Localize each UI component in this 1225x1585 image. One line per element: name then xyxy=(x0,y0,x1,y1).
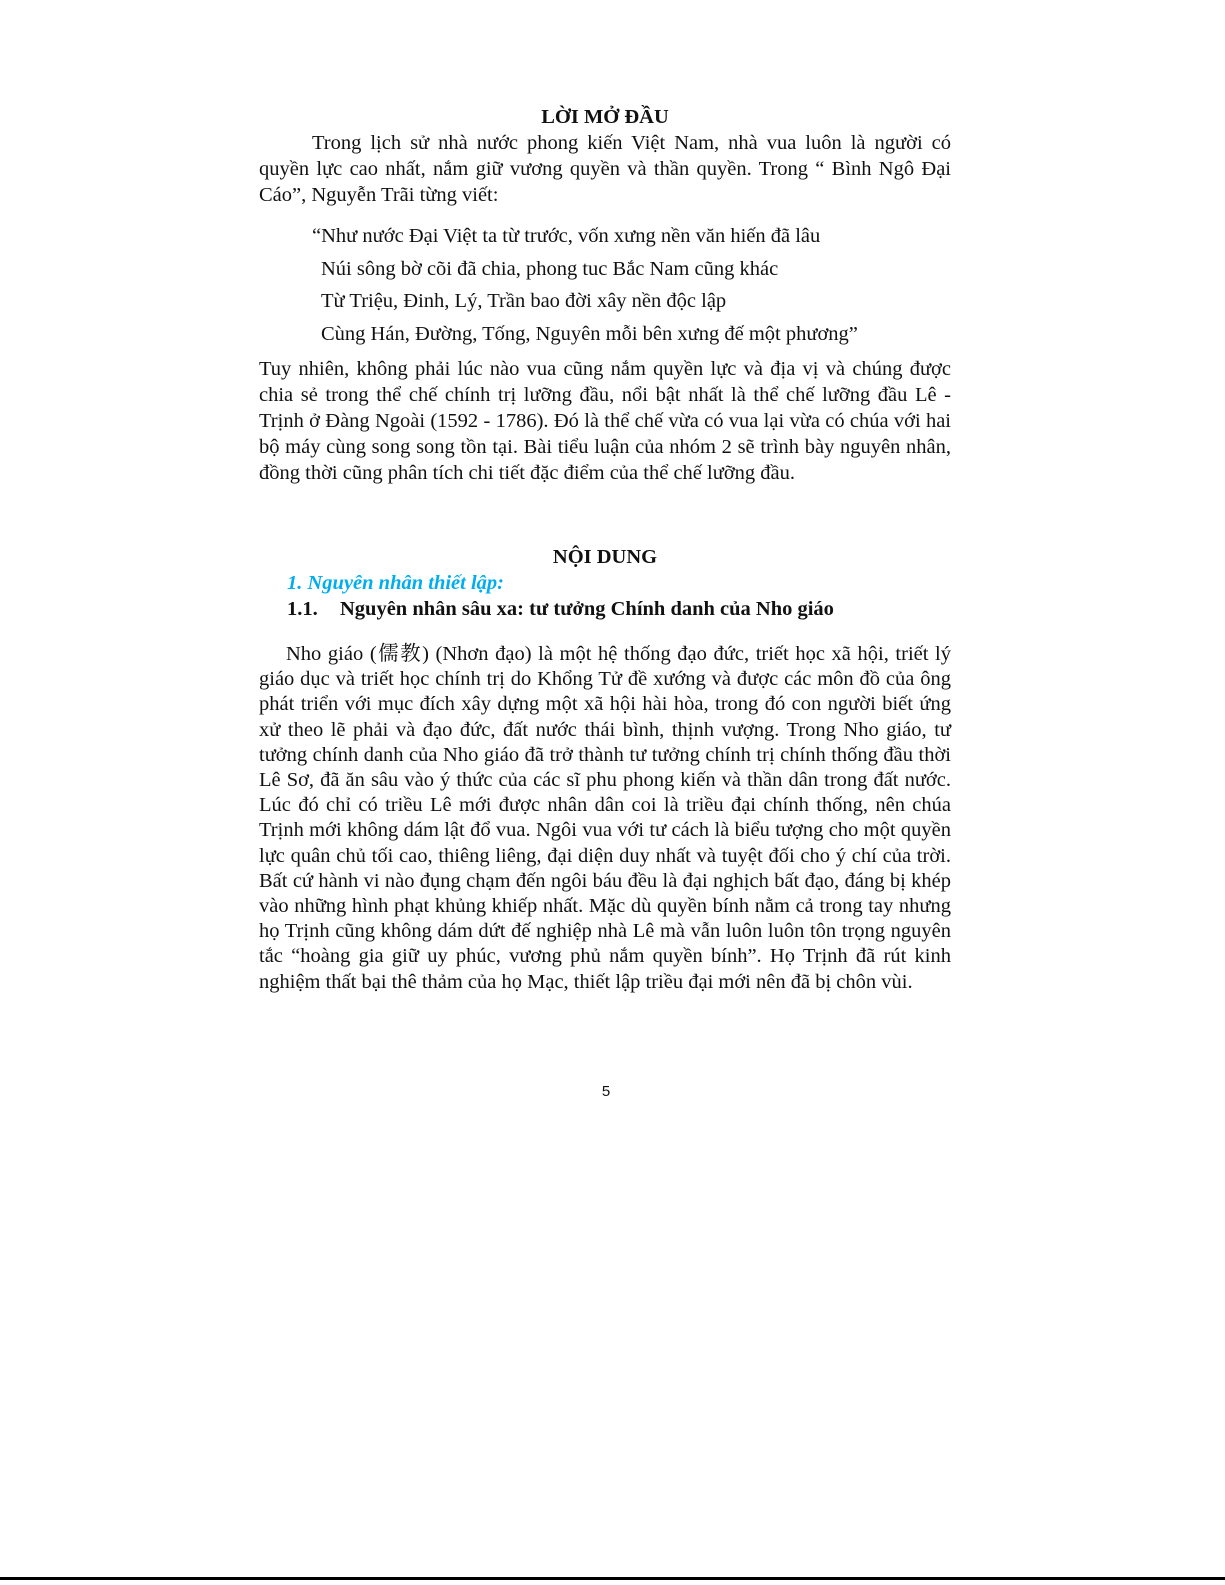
page-number: 5 xyxy=(601,1083,611,1100)
poem-quote xyxy=(259,220,951,350)
intro-paragraph-2: Tuy nhiên, không phải lúc nào vua cũng nắm quyền lực và địa vị và chúng được chia sẻ trong thể chế chính trị lưỡng đầu, nổi bật nhất là thể chế lưỡng đầu Lê - Trịnh ở Đàng Ngoài (1592 - 1786). Đó là thể chế vừa có vua lại vừa có chúa với hai bộ máy cùng song song tồn tại. Bài tiểu luận của nhóm 2 sẽ trình bày nguyên nhân, đồng thời cũng phân tích chi tiết đặc điểm của thể chế lưỡng đầu. xyxy=(259,358,951,484)
intro-title: LỜI MỞ ĐẦU xyxy=(541,106,669,128)
section-1-1-heading xyxy=(259,596,951,622)
section-1-1-title: Nguyên nhân sâu xa: tư tưởng Chính danh của Nho giáo xyxy=(340,598,834,620)
poem-line-4: Cùng Hán, Đường, Tống, Nguyên mỗi bên xưng đế một phương” xyxy=(321,322,858,345)
intro-paragraph-1: Trong lịch sử nhà nước phong kiến Việt Nam, nhà vua luôn là người có quyền lực cao nhất, nắm giữ vương quyền và thần quyền. Trong “ Bình Ngô Đại Cáo”, Nguyễn Trãi từng viết: xyxy=(259,132,951,206)
poem-line-2: Núi sông bờ cõi đã chia, phong tuc Bắc Nam cũng khác xyxy=(321,257,779,280)
section-1-heading: 1. Nguyên nhân thiết lập: xyxy=(287,572,504,594)
bottom-edge-rule xyxy=(0,1577,1225,1580)
poem-line-3: Từ Triệu, Đinh, Lý, Trần bao đời xây nền độc lập xyxy=(321,290,727,312)
section-1-1-body: Nho giáo (儒教) (Nhơn đạo) là một hệ thống đạo đức, triết học xã hội, triết lý giáo dục và triết học chính trị do Khổng Tử đề xướng và được các môn đồ của ông phát triển với mục đích xây dựng một xã hội hài hòa, trong đó con người biết ứng xử theo lẽ phải và đạo đức, đất nước thái bình, thịnh vượng. Trong Nho giáo, tư tưởng chính danh của Nho giáo đã trở thành tư tưởng chính trị chính thống đầu thời Lê Sơ, đã ăn sâu vào ý thức của các sĩ phu phong kiến và thần dân trong đất nước. Lúc đó chỉ có triều Lê mới được nhân dân coi là triều đại chính thống, nên chúa Trịnh mới không dám lật đổ vua. Ngôi vua với tư cách là biểu tượng cho một quyền lực quân chủ tối cao, thiêng liêng, đại diện duy nhất và tuyệt đối cho ý chí của trời. Bất cứ hành vi nào đụng chạm đến ngôi báu đều là đại nghịch bất đạo, đáng bị khép vào những hình phạt khủng khiếp nhất. Mặc dù quyền bính nằm cả trong tay nhưng họ Trịnh cũng không dám dứt đế nghiệp nhà Lê mà vẫn luôn luôn tôn trọng nguyên tắc “hoàng gia giữ uy phúc, vương phủ nắm quyền bính”. Họ Trịnh đã rút kinh nghiệm thất bại thê thảm của họ Mạc, thiết lập triều đại mới nên đã bị chôn vùi. xyxy=(259,643,951,993)
poem-line-1: “Như nước Đại Việt ta từ trước, vốn xưng nền văn hiến đã lâu xyxy=(312,225,821,247)
section-1-1-number: 1.1. xyxy=(287,598,318,620)
page-content xyxy=(259,104,951,995)
content-title: NỘI DUNG xyxy=(552,546,658,568)
